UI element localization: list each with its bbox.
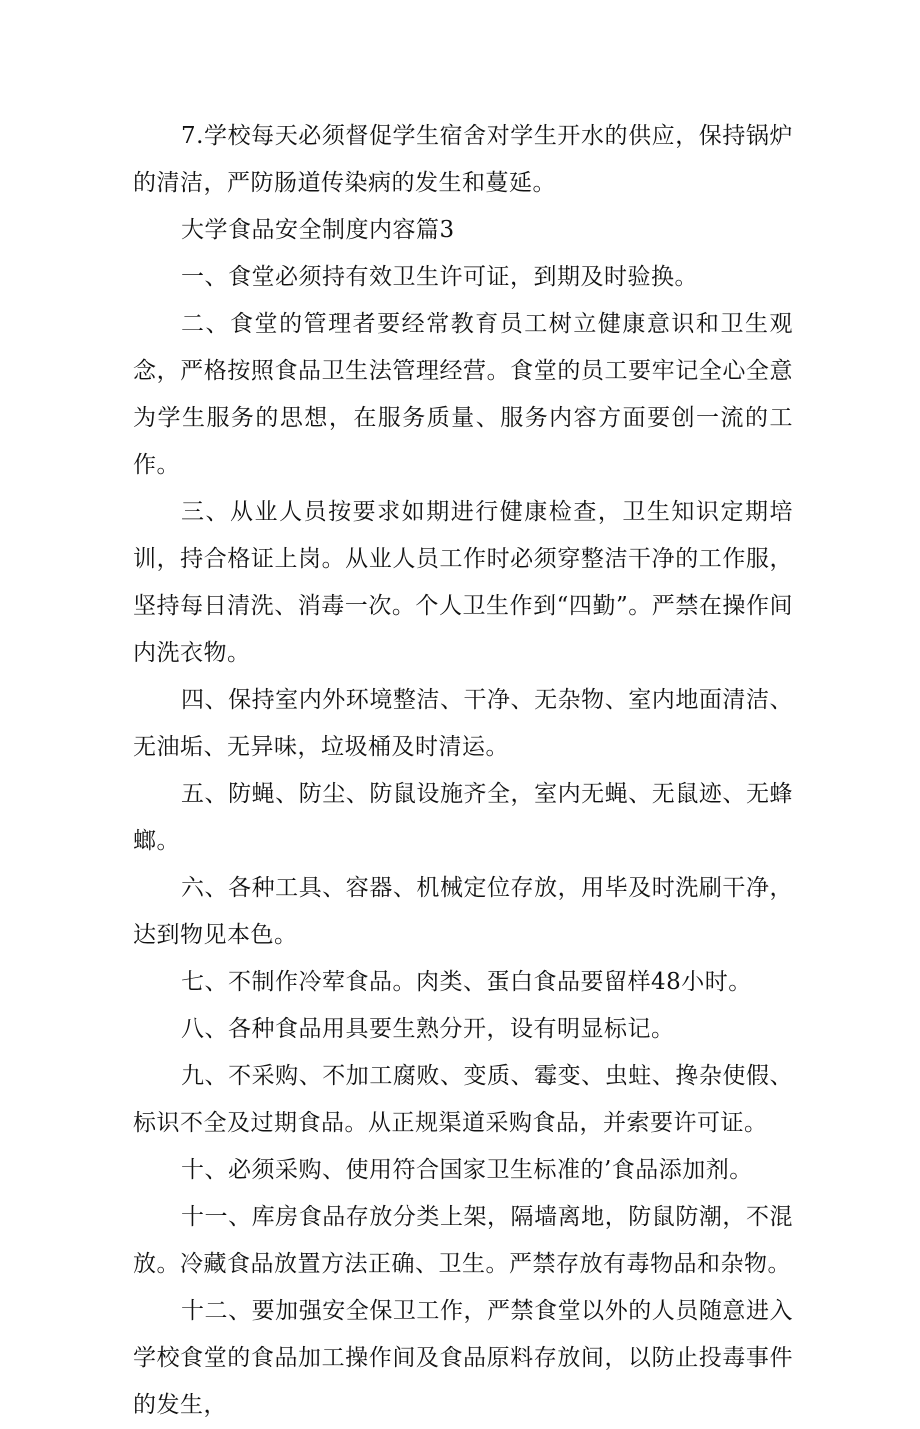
paragraph-7: 七、不制作冷荤食品。肉类、蛋白食品要留样48小时。 [181,969,752,995]
section-heading: 大学食品安全制度内容篇3 [181,217,455,243]
paragraph-4: 四、保持室内外环境整洁、干净、无杂物、室内地面清洁、无油垢、无异味，垃圾桶及时清运。 [133,687,793,760]
paragraph-8: 八、各种食品用具要生熟分开，设有明显标记。 [181,1016,675,1042]
document-body [133,113,793,1429]
paragraph-3: 三、从业人员按要求如期进行健康检查，卫生知识定期培训，持合格证上岗。从业人员工作时必须穿整洁干净的工作服，坚持每日清洗、消毒一次。个人卫生作到“四勤”。严禁在操作间内洗衣物。 [133,499,793,666]
paragraph-9: 九、不采购、不加工腐败、变质、霉变、虫蛀、搀杂使假、标识不全及过期食品。从正规渠道采购食品，并索要许可证。 [133,1063,793,1136]
paragraph-2: 二、食堂的管理者要经常教育员工树立健康意识和卫生观念，严格按照食品卫生法管理经营。食堂的员工要牢记全心全意为学生服务的思想，在服务质量、服务内容方面要创一流的工作。 [133,311,793,478]
paragraph-1: 一、食堂必须持有效卫生许可证，到期及时验换。 [181,264,698,290]
paragraph-6: 六、各种工具、容器、机械定位存放，用毕及时洗刷干净，达到物见本色。 [133,875,793,948]
paragraph-10: 十、必须采购、使用符合国家卫生标准的’食品添加剂。 [181,1157,753,1183]
paragraph-item-7: 7.学校每天必须督促学生宿舍对学生开水的供应，保持锅炉的清洁，严防肠道传染病的发生和蔓延。 [133,123,793,196]
paragraph-5: 五、防蝇、防尘、防鼠设施齐全，室内无蝇、无鼠迹、无蜂螂。 [133,781,793,854]
paragraph-11: 十一、库房食品存放分类上架，隔墙离地，防鼠防潮，不混放。冷藏食品放置方法正确、卫生。严禁存放有毒物品和杂物。 [133,1204,793,1277]
paragraph-12: 十二、要加强安全保卫工作，严禁食堂以外的人员随意进入学校食堂的食品加工操作间及食品原料存放间，以防止投毒事件的发生， [133,1298,793,1418]
